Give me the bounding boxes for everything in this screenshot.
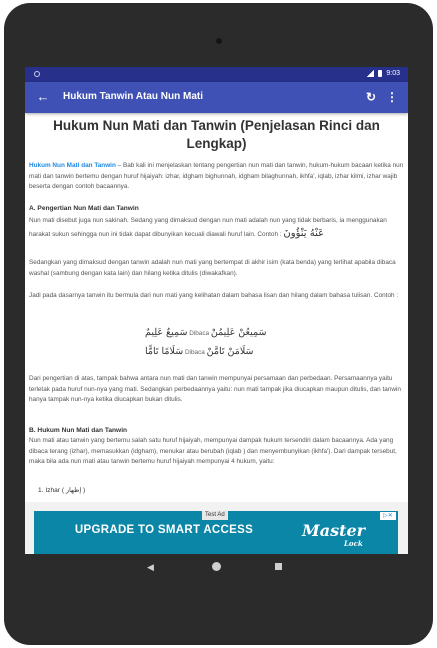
section-a-heading: A. Pengertian Nun Mati dan Tanwin	[29, 205, 139, 212]
device-screen	[25, 67, 408, 554]
nav-back-icon[interactable]: ◀	[147, 562, 154, 572]
article-content[interactable]	[25, 113, 408, 502]
system-nav-bar	[25, 554, 408, 584]
intro-text: – Bab kali ini menjelaskan tentang pengertian nun mati dan tanwin, hukum-hukum bacaan ketika nun mati dan tanwin bertemu dengan huruf hijaiyah: izhar, idgham bighunnah, idgham bilaghunnah, ikhfa', iqlab, izhar kilmi, izhar wajib beserta dengan contoh bacaannya.	[29, 162, 404, 190]
camera-icon	[216, 38, 222, 44]
status-bar	[25, 67, 408, 82]
example-2-dibaca: Dibaca	[184, 349, 205, 356]
refresh-icon[interactable]: ↻	[365, 90, 377, 104]
section-b-paragraph-1: Nun mati atau tanwin yang bertemu salah satu huruf hijaiyah, mempunyai dampak hukum tersendiri dalam bacaannya. Ada yang dibaca terang (izhar), memasukkan (idgham), menukar atau berubah (iqlab ) dan menyembunyikan (ikhfa'). Dari dampak tersebut, maka bila ada nun mati atau tanwin bertemu huruf hijaiyah mempunyai 4 hukum, yaitu:	[29, 437, 397, 465]
section-a-p1-text: Nun mati disebut juga nun sakinah. Sedang yang dimaksud dengan nun mati adalah nun yang tidak berbaris, ia menggunakan harakat sukun sehingga nun ini tidak dapat dibunyikan kecuali diawali huruf lain. Contoh :	[29, 217, 387, 238]
app-title: Hukum Tanwin Atau Nun Mati	[63, 91, 203, 102]
ad-choices-icon[interactable]: ▷✕	[380, 512, 396, 520]
section-a-paragraph-1	[29, 214, 404, 241]
battery-icon	[378, 70, 382, 77]
example-2-right: سَلَامَنْ تَامَّنْ	[206, 346, 254, 357]
example-row-1	[145, 327, 266, 338]
intro-paragraph	[29, 161, 404, 193]
ad-logo-text: Master	[302, 521, 366, 540]
signal-icon	[367, 70, 374, 77]
arrow-back-icon[interactable]: ←	[36, 89, 50, 104]
example-1-right: سَمِيعُنْ عَلِيمُنْ	[210, 327, 267, 338]
section-a-paragraph-3: Jadi pada dasarnya tanwin itu bermula dari nun mati yang kelihatan dalam bahasa lisan dan hilang dalam bahasa tulisan. Contoh :	[29, 292, 399, 299]
ad-headline[interactable]: UPGRADE TO SMART ACCESS	[74, 524, 254, 536]
notification-icon	[34, 71, 40, 77]
section-a-p1-arabic: عَنْهُ يَنْؤُونَ	[283, 228, 325, 239]
section-b-heading: B. Hukum Nun Mati dan Tanwin	[29, 427, 128, 434]
article-title: Hukum Nun Mati dan Tanwin (Penjelasan Rinci dan Lengkap)	[53, 118, 380, 151]
status-time: 9:03	[386, 70, 400, 77]
ad-banner[interactable]	[25, 502, 408, 554]
list-item-izhar: 1. Izhar ( إظهار )	[38, 487, 86, 494]
nav-recent-icon[interactable]	[275, 563, 282, 570]
example-2-left: سَلَامًا تَامًّا	[145, 346, 184, 357]
status-right	[367, 70, 400, 77]
ad-creative[interactable]	[34, 511, 398, 554]
more-vert-icon[interactable]: ⋮	[386, 90, 398, 104]
ad-logo[interactable]	[302, 521, 390, 547]
app-bar	[25, 82, 408, 113]
example-row-2	[145, 346, 253, 357]
nav-home-icon[interactable]	[212, 562, 221, 571]
section-a-paragraph-2: Sedangkan yang dimaksud dengan tanwin adalah nun mati yang bertempat di akhir isim (kata benda) yang terlihat apabila dibaca washal (sambung dengan kata lain) dan hilang ketika ditulis (diwakafkan).	[29, 259, 396, 277]
example-1-dibaca: Dibaca	[189, 330, 210, 337]
intro-link[interactable]: Hukum Nun Mati dan Tanwin	[29, 162, 116, 169]
section-a-paragraph-4: Dari pengertian di atas, tampak bahwa antara nun mati dan tanwin mempunyai persamaan dan perbedaan. Persamaannya yaitu terletak pada huruf nun-nya yang mati. Sedangkan perbedaannya yaitu: nun mati tampak jika diucapkan maupun ditulis, dan tanwin hanya tampak nun-nya ketika diucapkan bukan ditulis.	[29, 375, 401, 403]
example-1-left: سَمِيعٌ عَلِيمٌ	[145, 327, 188, 338]
ad-label: Test Ad	[202, 511, 228, 520]
ad-logo-sub: Lock	[344, 539, 363, 548]
